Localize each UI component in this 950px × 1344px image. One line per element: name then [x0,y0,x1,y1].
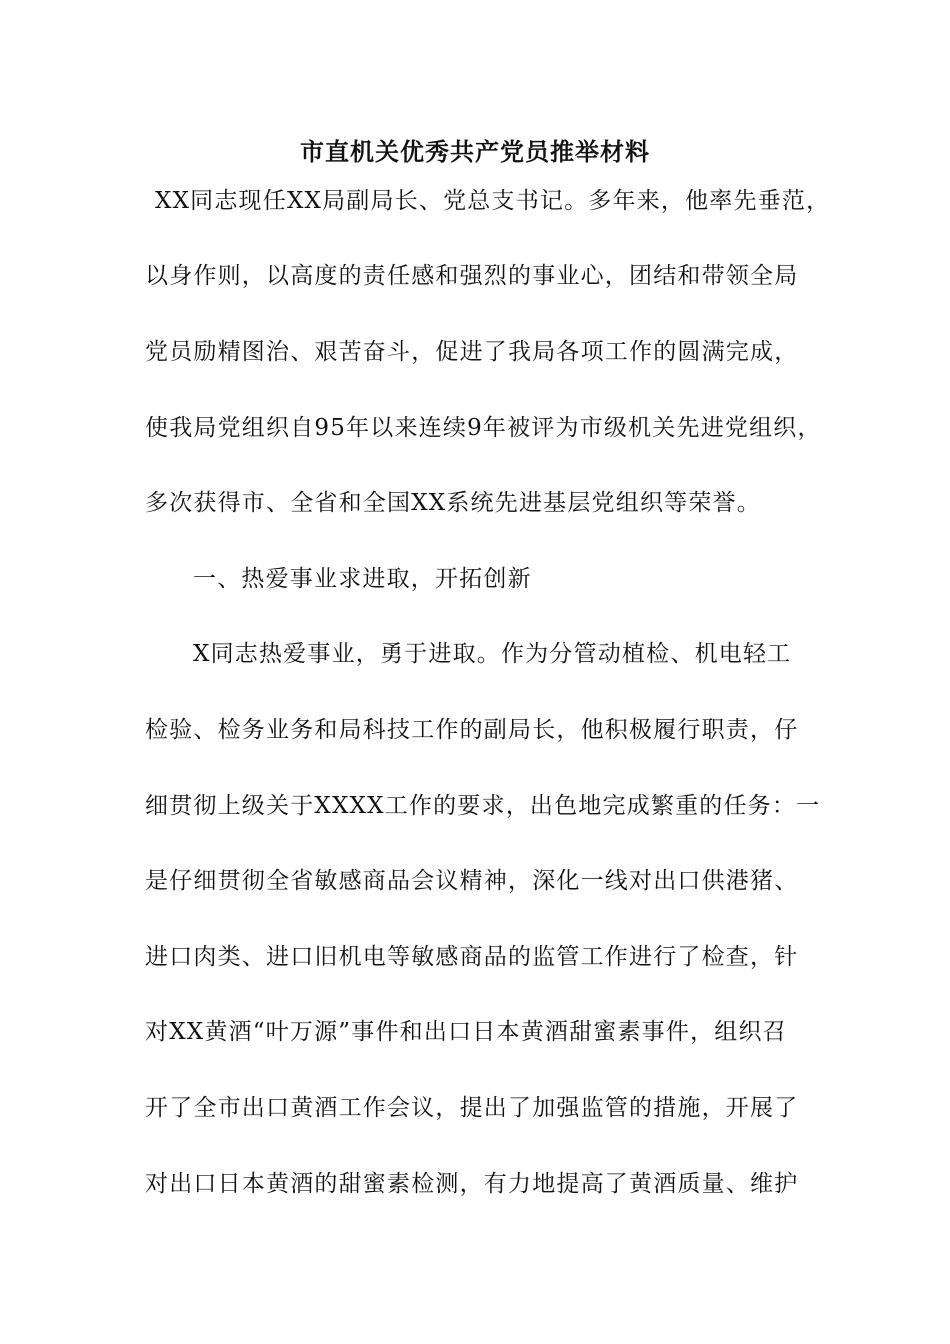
paragraph-line: 以身作则，以高度的责任感和强烈的事业心，团结和带领全局 [145,263,799,289]
paragraph-line: X同志热爱事业，勇于进取。作为分管动植检、机电轻工 [193,641,792,667]
paragraph-line: 进口肉类、进口旧机电等敏感商品的监管工作进行了检查，针 [145,944,799,970]
paragraph-line: 党员励精图治、艰苦奋斗，促进了我局各项工作的圆满完成， [145,339,799,365]
paragraph-line: 对出口日本黄酒的甜蜜素检测，有力地提高了黄酒质量、维护 [145,1171,799,1197]
paragraph-line: 对XX黄酒“叶万源”事件和出口日本黄酒甜蜜素事件，组织召 [145,1019,787,1045]
paragraph-line: 使我局党组织自95年以来连续9年被评为市级机关先进党组织， [145,415,822,441]
paragraph-line: XX同志现任XX局副局长、党总支书记。多年来，他率先垂范， [155,188,831,214]
paragraph-line: 是仔细贯彻全省敏感商品会议精神，深化一线对出口供港猪、 [145,868,799,894]
document-title: 市直机关优秀共产党员推举材料 [300,137,650,166]
paragraph-line: 检验、检务业务和局科技工作的副局长，他积极履行职责，仔 [145,717,799,743]
paragraph-line: 多次获得市、全省和全国XX系统先进基层党组织等荣誉。 [145,490,761,516]
section-heading: 一、热爱事业求进取，开拓创新 [193,566,532,592]
paragraph-line: 开了全市出口黄酒工作会议，提出了加强监管的措施，开展了 [145,1095,799,1121]
paragraph-line: 细贯彻上级关于XXXX工作的要求，出色地完成繁重的任务：一 [145,793,821,819]
